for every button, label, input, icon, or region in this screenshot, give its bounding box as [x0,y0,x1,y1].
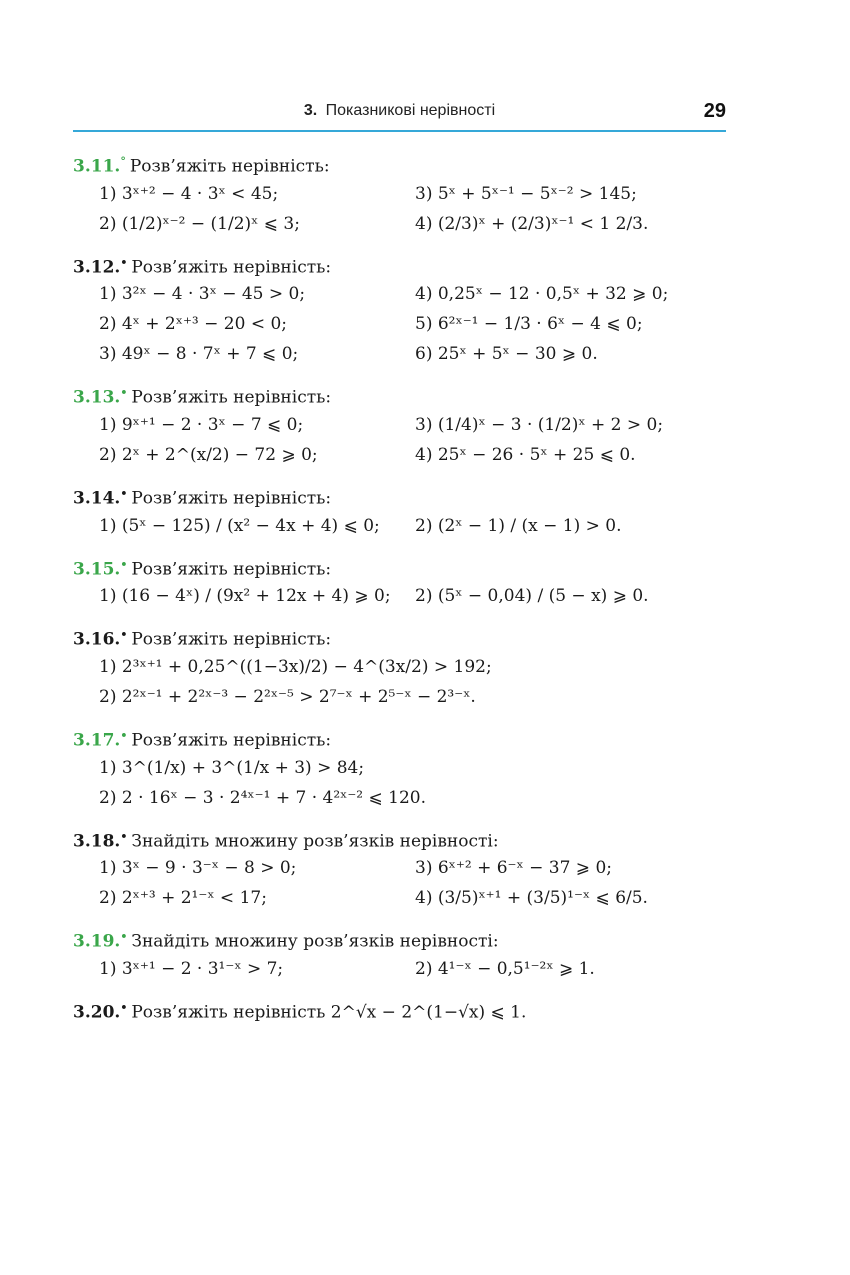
inequality-item: 3) 5ˣ + 5ˣ⁻¹ − 5ˣ⁻² > 145; [415,183,637,204]
exercise [73,724,726,813]
inequality-item: 2) 4¹⁻ˣ − 0,5¹⁻²ˣ ⩾ 1. [415,958,595,979]
difficulty-mark: • [120,728,128,742]
exercise-instruction: Розв’яжіть нерівність: [131,257,332,278]
exercise-instruction: Розв’яжіть нерівність: [131,488,332,509]
exercise-number: 3.18. [73,831,121,852]
exercise-heading [73,251,726,280]
difficulty-mark: • [120,1000,128,1014]
inequality-item: 1) 3ˣ − 9 · 3⁻ˣ − 8 > 0; [99,858,297,879]
exercise-heading [73,996,726,1025]
chapter-title: Показникові нерівності [325,102,496,119]
exercise-number: 3.12. [73,257,121,278]
page-header [73,96,726,132]
inequality-row [73,682,726,712]
inequality-item: 4) 0,25ˣ − 12 · 0,5ˣ + 32 ⩾ 0; [415,284,669,305]
exercise-number: 3.14. [73,488,121,509]
inequality-item: 4) (2/3)ˣ + (2/3)ˣ⁻¹ < 1 2/3. [415,213,649,234]
inequality-item: 2) (5ˣ − 0,04) / (5 − x) ⩾ 0. [415,586,649,607]
inequality-item: 1) 3²ˣ − 4 · 3ˣ − 45 > 0; [99,284,306,305]
exercise [73,825,726,914]
exercise [73,150,726,239]
inequality-row [73,652,726,682]
inequality-row [73,309,726,339]
exercise-number: 3.13. [73,387,121,408]
inequality-row [73,511,726,541]
inequality-item: 1) 3ˣ⁺¹ − 2 · 3¹⁻ˣ > 7; [99,958,284,979]
exercise-number: 3.17. [73,730,121,751]
inequality-item: 4) (3/5)ˣ⁺¹ + (3/5)¹⁻ˣ ⩽ 6/5. [415,888,648,909]
exercise-number: 3.20. [73,1002,121,1023]
exercises-list [73,150,726,1037]
exercise-number: 3.15. [73,559,121,580]
exercise-heading [73,925,726,954]
inequality-item: 2) (2ˣ − 1) / (x − 1) > 0. [415,515,622,536]
inequality-item: 2) 2²ˣ⁻¹ + 2²ˣ⁻³ − 2²ˣ⁻⁵ > 2⁷⁻ˣ + 2⁵⁻ˣ − 2³⁻ˣ. [99,686,476,707]
exercise [73,553,726,612]
inequality-item: 2) (1/2)ˣ⁻² − (1/2)ˣ ⩽ 3; [99,213,300,234]
exercise-heading [73,623,726,652]
exercise-instruction: Знайдіть множину розв’язків нерівності: [131,831,499,852]
page-number: 29 [703,100,726,122]
inequality-item: 6) 25ˣ + 5ˣ − 30 ⩾ 0. [415,344,598,365]
exercise-heading [73,381,726,410]
exercise-heading [73,724,726,753]
inequality-item: 1) (5ˣ − 125) / (x² − 4x + 4) ⩽ 0; [99,515,380,536]
exercise-heading [73,553,726,582]
exercise-instruction: Розв’яжіть нерівність: [129,156,330,177]
inequality-item: 1) 9ˣ⁺¹ − 2 · 3ˣ − 7 ⩽ 0; [99,414,304,435]
difficulty-mark: • [120,557,128,571]
exercise [73,482,726,541]
exercise-heading [73,482,726,511]
inequality-item: 3) 49ˣ − 8 · 7ˣ + 7 ⩽ 0; [99,344,299,365]
inequality-row [73,179,726,209]
chapter-number: 3. [303,102,318,119]
difficulty-mark: • [120,628,128,642]
exercise [73,251,726,370]
inequality-item: 1) 2³ˣ⁺¹ + 0,25^((1−3x)/2) − 4^(3x/2) > 192; [99,656,492,677]
exercise-number: 3.16. [73,629,121,650]
difficulty-mark: ° [120,155,126,168]
chapter-heading [73,102,726,120]
inequality-item: 1) 3ˣ⁺² − 4 · 3ˣ < 45; [99,183,279,204]
inline-inequality: 2^√x − 2^(1−√x) ⩽ 1. [330,1002,527,1023]
difficulty-mark: • [120,386,128,400]
exercise-heading [73,825,726,854]
inequality-row [73,753,726,783]
exercise-number: 3.11. [73,156,121,177]
difficulty-mark: • [120,486,128,500]
difficulty-mark: • [120,930,128,944]
inequality-item: 2) 2 · 16ˣ − 3 · 2⁴ˣ⁻¹ + 7 · 4²ˣ⁻² ⩽ 120. [99,787,427,808]
inequality-item: 2) 2ˣ + 2^(x/2) − 72 ⩾ 0; [99,444,318,465]
difficulty-mark: • [120,829,128,843]
inequality-item: 3) (1/4)ˣ − 3 · (1/2)ˣ + 2 > 0; [415,414,664,435]
inequality-row [73,410,726,440]
inequality-item: 1) 3^(1/x) + 3^(1/x + 3) > 84; [99,757,365,778]
inequality-row [73,853,726,883]
exercise-number: 3.19. [73,931,121,952]
exercise-instruction: Розв’яжіть нерівність: [131,559,332,580]
inequality-item: 4) 25ˣ − 26 · 5ˣ + 25 ⩽ 0. [415,444,636,465]
inequality-row [73,581,726,611]
exercise-instruction: Розв’яжіть нерівність: [131,629,332,650]
exercise [73,623,726,712]
exercise-instruction: Розв’яжіть нерівність: [131,730,332,751]
inequality-row [73,209,726,239]
inequality-item: 5) 6²ˣ⁻¹ − 1/3 · 6ˣ − 4 ⩽ 0; [415,314,643,335]
inequality-row [73,883,726,913]
exercise-instruction: Розв’яжіть нерівність [131,1002,326,1023]
inequality-row [73,440,726,470]
exercise-instruction: Знайдіть множину розв’язків нерівності: [131,931,499,952]
inequality-row [73,954,726,984]
exercise-heading [73,150,726,179]
inequality-row [73,279,726,309]
inequality-row [73,783,726,813]
exercise [73,996,726,1025]
inequality-item: 1) (16 − 4ˣ) / (9x² + 12x + 4) ⩾ 0; [99,586,391,607]
inequality-item: 2) 4ˣ + 2ˣ⁺³ − 20 < 0; [99,314,288,335]
exercise [73,925,726,984]
inequality-item: 2) 2ˣ⁺³ + 2¹⁻ˣ < 17; [99,888,267,909]
difficulty-mark: • [120,255,128,269]
exercise [73,381,726,470]
inequality-row [73,339,726,369]
exercise-instruction: Розв’яжіть нерівність: [131,387,332,408]
inequality-item: 3) 6ˣ⁺² + 6⁻ˣ − 37 ⩾ 0; [415,858,612,879]
